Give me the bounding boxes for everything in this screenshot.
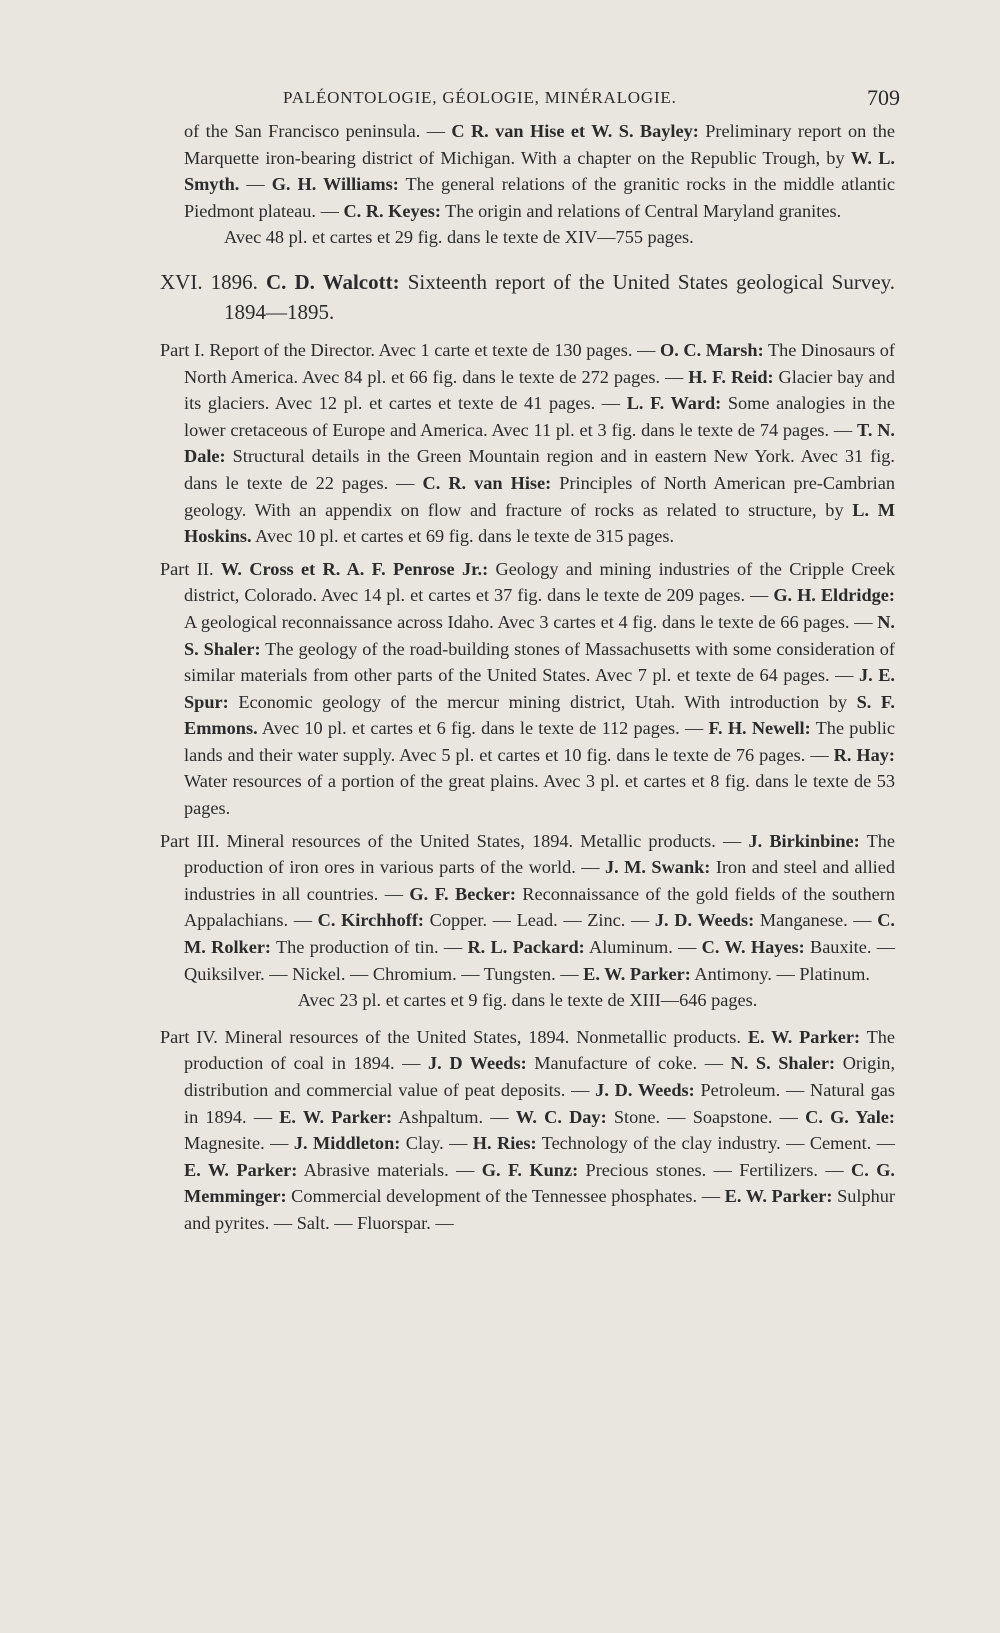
text: Technology of the clay industry. — Cement. — (536, 1133, 895, 1154)
text: Geology and mining industries of the Cripple Creek district, Colorado. Avec 14 pl. et cartes et 37 fig. dans le texte de 209 pages. — (184, 558, 895, 606)
text: The public lands and their water supply. Avec 5 pl. et cartes et 10 fig. dans le texte de 76 pages. — (184, 718, 895, 765)
author-name: G. F. Becker: (409, 883, 516, 904)
text: Stone. — Soapstone. — (606, 1106, 806, 1127)
text: Preliminary report on the Marquette iron-bearing district of Michigan. With a chapter on the Republic Trough, by (184, 121, 895, 168)
text: Copper. — Lead. — Zinc. — (424, 910, 655, 931)
author-name: C. M. Rolker: (184, 910, 896, 958)
section-year: 1896. (210, 269, 258, 294)
text: The production of iron ores in various parts of the world. — (184, 830, 895, 878)
text: Manganese. — (754, 910, 878, 931)
author-name: H. Ries: (472, 1133, 537, 1154)
running-header: PALÉONTOLOGIE, GÉOLOGIE, MINÉRALOGIE. (283, 88, 677, 107)
text: The geology of the road-building stones of Massachusetts with some consideration of similar materials from other parts of the United States. Avec 7 pl. et texte de 64 pages. — (184, 638, 895, 686)
author-name: E. W. Parker: (747, 1026, 861, 1047)
author-name: T. N. Dale: (184, 419, 895, 467)
text: — (239, 174, 272, 195)
section-numeral: XVI. (160, 269, 203, 294)
author-name: G. H. Williams: (271, 174, 399, 195)
text: Part I. Report of the Director. Avec 1 carte et texte de 130 pages. — (160, 339, 660, 360)
part-4-paragraph (160, 1024, 895, 1237)
text: Iron and steel and allied industries in all countries. — (184, 857, 896, 904)
author-name: J. Birkinbine: (748, 830, 860, 851)
text: Economic geology of the mercur mining district, Utah. With introduction by (228, 691, 857, 712)
author-name: S. F. Emmons. (184, 691, 895, 739)
text: Part IV. Mineral resources of the United States, 1894. Nonmetallic products. (160, 1026, 748, 1047)
author-name: E. W. Parker: (184, 1159, 298, 1180)
author-name: C. G. Yale: (805, 1106, 895, 1127)
part-3-paragraph (160, 828, 895, 988)
text: Origin, distribution and commercial value of peat deposits. — (184, 1053, 896, 1100)
continuation-paragraph (160, 118, 895, 224)
text: Commercial development of the Tennessee phosphates. — (286, 1186, 725, 1207)
text: The Dinosaurs of North America. Avec 84 pl. et 66 fig. dans le texte de 272 pages. — (184, 339, 895, 387)
author-name: E. W. Parker: (279, 1106, 393, 1127)
section-title: Sixteenth report of the United States geological Survey. 1894—1895. (224, 269, 896, 324)
author-name: J. D Weeds: (428, 1053, 527, 1074)
author-name: C. Kirchhoff: (317, 910, 424, 931)
text: Water resources of a portion of the great plains. Avec 3 pl. et cartes et 8 fig. dans le texte de 53 pages. (184, 771, 895, 819)
author-name: G. F. Kunz: (481, 1159, 579, 1180)
text: Part III. Mineral resources of the United States, 1894. Metallic products. — (160, 830, 749, 851)
author-name: L. F. Ward: (626, 393, 722, 414)
author-name: J. Middleton: (293, 1133, 401, 1154)
text: Abrasive materials. — (297, 1159, 482, 1180)
author-name: N. S. Shaler: (730, 1053, 836, 1074)
text: Reconnaissance of the gold fields of the southern Appalachians. — (184, 883, 895, 931)
text: Avec 10 pl. et cartes et 6 fig. dans le texte de 112 pages. — (257, 718, 709, 739)
section-author: C. D. Walcott: (266, 269, 400, 294)
text: The general relations of the granitic rocks in the middle atlantic Piedmont plateau. — (184, 174, 896, 221)
author-name: E. W. Parker: (583, 963, 691, 984)
author-name: W. L. Smyth. (184, 147, 895, 195)
text: Precious stones. — Fertilizers. — (578, 1159, 852, 1180)
page-number: 709 (867, 85, 900, 110)
author-name: F. H. Newell: (708, 718, 811, 739)
author-name: C. G. Memminger: (184, 1159, 895, 1207)
author-name: C. R. van Hise: (422, 472, 552, 493)
page-body (160, 118, 895, 1237)
author-name: R. L. Packard: (467, 937, 585, 958)
author-name: J. D. Weeds: (595, 1080, 695, 1100)
part-1-paragraph (160, 337, 895, 550)
author-name: N. S. Shaler: (184, 611, 895, 659)
continuation-summary: Avec 48 pl. et cartes et 29 fig. dans le texte de XIV—755 pages. (224, 227, 694, 248)
section-heading (160, 267, 895, 327)
text: Some analogies in the lower cretaceous of Europe and America. Avec 11 pl. et 3 fig. dans le texte de 74 pages. — (184, 393, 896, 440)
part-2-paragraph (160, 556, 895, 822)
author-name: C R. van Hise et W. S. Bayley: (451, 121, 699, 141)
author-name: C. W. Hayes: (701, 937, 805, 958)
text: Bauxite. — Quiksilver. — Nickel. — Chromium. — Tungsten. — (184, 937, 896, 984)
author-name: E. W. Parker: (724, 1186, 833, 1207)
text: Avec 10 pl. et cartes et 69 fig. dans le texte de 315 pages. (251, 526, 675, 547)
text: The production of tin. — (271, 937, 468, 958)
text: Antimony. — Platinum. (690, 963, 870, 984)
text: Ashpaltum. — (392, 1106, 516, 1127)
text: Magnesite. — (184, 1133, 294, 1154)
text: The origin and relations of Central Maryland granites. (440, 200, 842, 221)
author-name: H. F. Reid: (688, 366, 774, 387)
text: A geological reconnaissance across Idaho. Avec 3 cartes et 4 fig. dans le texte de 66 pages. — (184, 611, 878, 632)
text: Part II. (160, 558, 221, 579)
author-name: W. C. Day: (515, 1106, 607, 1127)
text: Sulphur and pyrites. — Salt. — Fluorspar. — (184, 1186, 896, 1233)
text: Petroleum. — Natural gas in 1894. — (184, 1080, 895, 1127)
author-name: G. H. Eldridge: (773, 585, 895, 606)
text: The production of coal in 1894. — (184, 1026, 895, 1074)
author-name: L. M Hoskins. (184, 499, 895, 547)
text: Manufacture of coke. — (526, 1053, 731, 1074)
text: Principles of North American pre-Cambrian geology. With an appendix on flow and fracture of rocks as related to structure, by (184, 472, 896, 520)
part-3-summary: Avec 23 pl. et cartes et 9 fig. dans le texte de XIII—646 pages. (297, 990, 758, 1011)
author-name: J. M. Swank: (604, 857, 711, 878)
author-name: J. D. Weeds: (654, 910, 755, 931)
text: of the San Francisco peninsula. — (184, 121, 452, 141)
text: Structural details in the Green Mountain region and in eastern New York. Avec 31 fig. dans le texte de 22 pages. — (184, 446, 895, 493)
author-name: O. C. Marsh: (659, 339, 764, 360)
author-name: R. Hay: (833, 744, 895, 765)
author-name: W. Cross et R. A. F. Penrose Jr.: (220, 558, 489, 579)
author-name: J. E. Spur: (184, 665, 895, 712)
text: Glacier bay and its glaciers. Avec 12 pl. et cartes et texte de 41 pages. — (184, 366, 895, 414)
author-name: C. R. Keyes: (343, 200, 441, 221)
text: Clay. — (400, 1133, 473, 1154)
text: Aluminum. — (584, 937, 702, 958)
